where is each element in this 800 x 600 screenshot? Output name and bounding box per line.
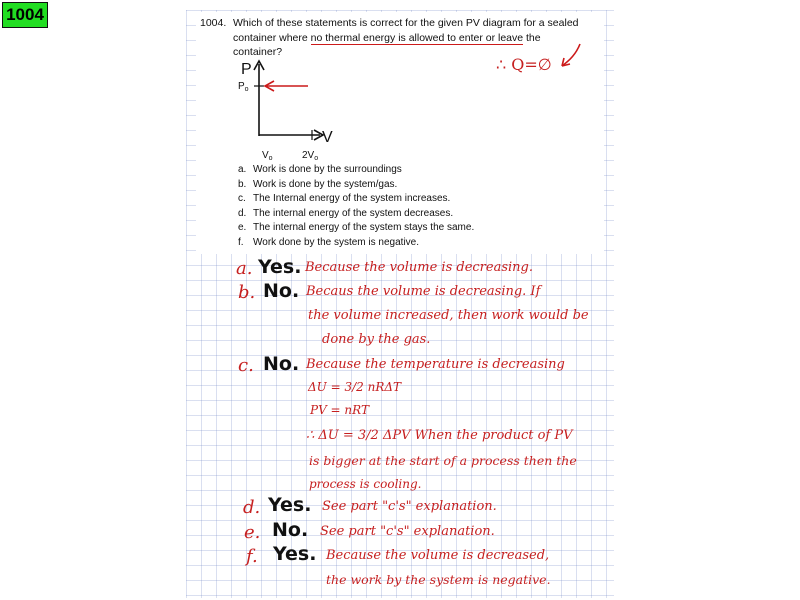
two-v0-label: $2V_o$ — [302, 150, 319, 162]
pv-diagram — [228, 56, 348, 162]
choice-f: f. Work done by the system is negative. — [238, 236, 420, 248]
answer-d-line-1: See part "c's" explanation. — [322, 499, 497, 514]
answer-e-line-1: See part "c's" explanation. — [320, 524, 495, 539]
answer-f-letter: f. — [246, 546, 258, 567]
slide-number-badge: 1004 — [2, 2, 48, 28]
choice-b: b. Work is done by the system/gas. — [238, 178, 398, 190]
answer-c-letter: c. — [238, 355, 254, 376]
choice-d: d. The internal energy of the system decreases. — [238, 207, 454, 219]
question-underlined-phrase: no thermal energy is allowed to enter or leave — [310, 31, 524, 44]
answer-b-line-2: the volume increased, then work would be — [308, 308, 589, 323]
answer-c-line-1: Because the temperature is decreasing — [306, 357, 565, 372]
choice-e: e. The internal energy of the system stays the same. — [238, 222, 475, 233]
heat-zero-note: ∴ Q=∅ — [496, 55, 552, 74]
answer-a-letter: a. — [236, 258, 253, 279]
answer-a-verdict: Yes. — [258, 256, 302, 278]
answer-e-verdict: No. — [272, 519, 309, 541]
answer-f-verdict: Yes. — [273, 543, 317, 565]
answer-d-verdict: Yes. — [268, 494, 312, 516]
choice-a: a. Work is done by the surroundings — [238, 164, 402, 175]
answer-c-line-4: ∴ ΔU = 3/2 ΔPV When the product of PV — [306, 428, 573, 443]
answer-b-line-1: Becaus the volume is decreasing. If — [306, 284, 541, 299]
answer-c-line-5: is bigger at the start of a process then the — [309, 453, 577, 468]
answer-b-line-3: done by the gas. — [322, 332, 431, 347]
red-arrow-to-p0 — [265, 81, 308, 91]
answer-c-line-6: process is cooling. — [309, 477, 422, 491]
v-axis-label: V — [322, 129, 333, 146]
answer-c-verdict: No. — [263, 353, 300, 375]
question-number: 1004. — [200, 17, 227, 29]
question-text-start: Which of these statements is correct for the given PV diagram for a sealed container where — [233, 17, 579, 44]
p-axis-label: P — [241, 61, 252, 78]
answer-e-letter: e. — [244, 522, 261, 543]
answer-choices — [238, 163, 474, 250]
answer-b-verdict: No. — [263, 280, 300, 302]
pv-axes — [254, 61, 323, 140]
v0-label: $V_o$ — [262, 150, 273, 162]
answer-f-line-2: the work by the system is negative. — [326, 572, 551, 587]
answer-b-letter: b. — [238, 282, 256, 303]
answer-d-letter: d. — [243, 497, 261, 518]
answer-f-line-1: Because the volume is decreased, — [326, 548, 550, 563]
p0-label: $P_o$ — [238, 81, 249, 93]
answer-c-line-3: PV = nRT — [310, 403, 369, 417]
answer-a-line-1: Because the volume is decreasing. — [305, 260, 533, 275]
choice-c: c. The Internal energy of the system increases. — [238, 193, 451, 204]
question-text-end: the container? — [233, 31, 541, 58]
answer-c-line-2: ΔU = 3/2 nRΔT — [308, 380, 402, 394]
